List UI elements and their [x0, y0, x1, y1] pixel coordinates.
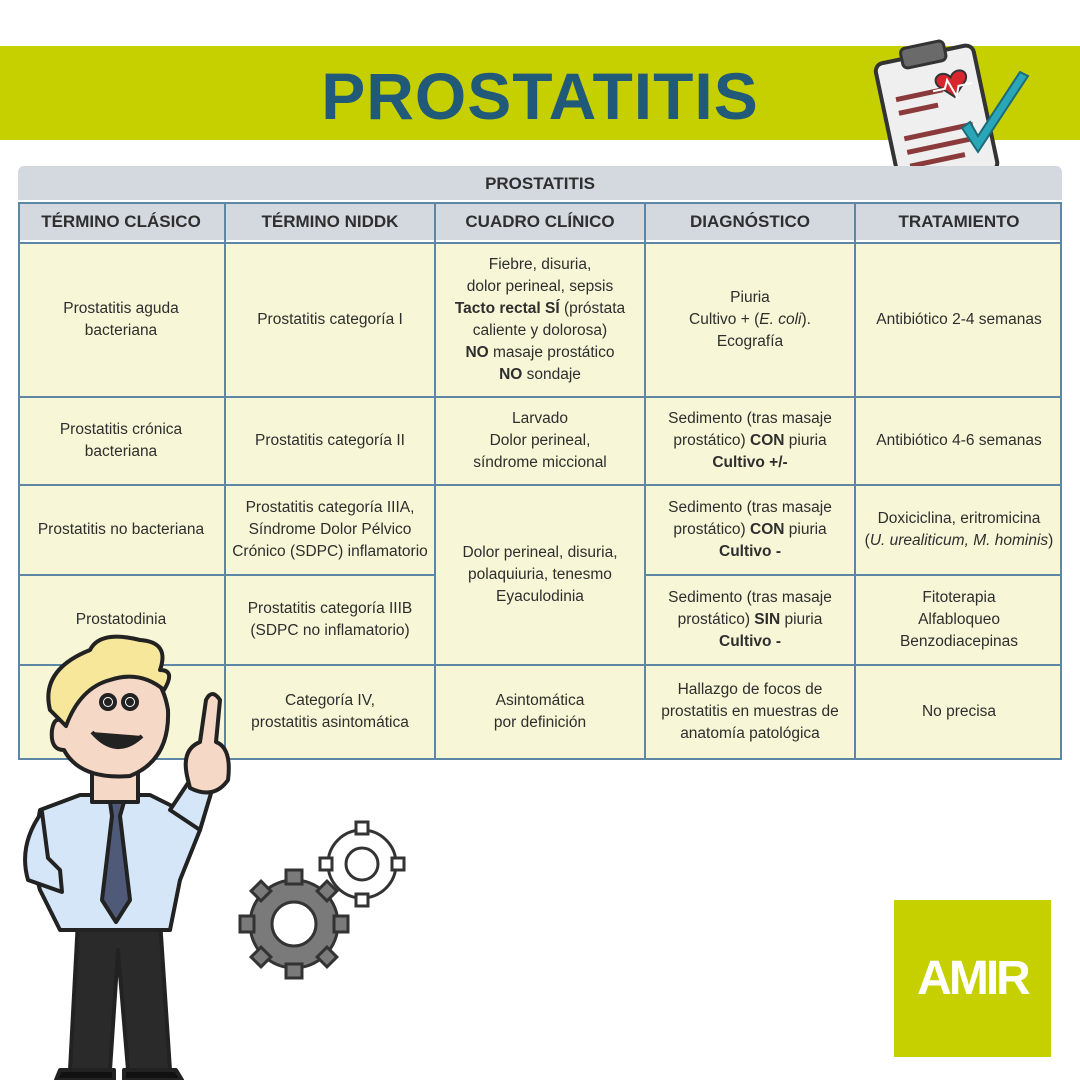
grid-line: [434, 202, 436, 760]
cell-r1-niddk: Prostatitis categoría I: [226, 244, 434, 396]
gears-icon: [238, 820, 410, 980]
cell-r1-diagnostico: Piuria Cultivo + (E. coli). Ecografía: [646, 244, 854, 396]
grid-line: [1060, 202, 1062, 760]
cell-r5-tratamiento: No precisa: [856, 666, 1062, 758]
grid-line: [18, 574, 436, 576]
amir-logo-text: AMIR: [917, 952, 1028, 1005]
cell-r2-tratamiento: Antibiótico 4-6 semanas: [856, 398, 1062, 484]
col-header-diagnostico: DIAGNÓSTICO: [646, 204, 854, 240]
cell-r1-clasico: Prostatitis aguda bacteriana: [18, 244, 224, 396]
cell-r3-diagnostico: Sedimento (tras masaje prostático) CON piuria Cultivo -: [646, 486, 854, 574]
grid-line: [18, 202, 1062, 204]
col-header-termino-niddk: TÉRMINO NIDDK: [226, 204, 434, 240]
cell-r3-clasico: Prostatitis no bacteriana: [18, 486, 224, 574]
clipboard-heart-icon: [866, 28, 1036, 188]
cell-r5-niddk: Categoría IV, prostatitis asintomática: [226, 666, 434, 758]
cell-r2-clinico: Larvado Dolor perineal, síndrome miccional: [436, 398, 644, 484]
cell-r3-r4-clinico-merged: Dolor perineal, disuria, polaquiuria, tenesmo Eyaculodinia: [436, 486, 644, 664]
cell-r5-diagnostico: Hallazgo de focos de prostatitis en muestras de anatomía patológica: [646, 666, 854, 758]
cell-r2-diagnostico: Sedimento (tras masaje prostático) CON piuria Cultivo +/-: [646, 398, 854, 484]
cell-r5-clinico: Asintomática por definición: [436, 666, 644, 758]
cell-r2-clasico: Prostatitis crónica bacteriana: [18, 398, 224, 484]
grid-line: [18, 242, 1062, 244]
col-header-tratamiento: TRATAMIENTO: [856, 204, 1062, 240]
grid-line: [854, 202, 856, 760]
pointing-man-illustration: [0, 630, 250, 1080]
grid-line: [18, 484, 1062, 486]
cell-r3-tratamiento: Doxiciclina, eritromicina (U. urealiticum, M. hominis): [856, 486, 1062, 574]
cell-r4-tratamiento: Fitoterapia Alfabloqueo Benzodiacepinas: [856, 576, 1062, 664]
cell-r1-tratamiento: Antibiótico 2-4 semanas: [856, 244, 1062, 396]
cell-r2-niddk: Prostatitis categoría II: [226, 398, 434, 484]
col-header-cuadro-clinico: CUADRO CLÍNICO: [436, 204, 644, 240]
table-caption: PROSTATITIS: [18, 166, 1062, 200]
grid-line: [644, 202, 646, 760]
cell-r4-diagnostico: Sedimento (tras masaje prostático) SIN piuria Cultivo -: [646, 576, 854, 664]
grid-line: [18, 396, 1062, 398]
grid-line: [644, 574, 1062, 576]
cell-r1-clinico: Fiebre, disuria, dolor perineal, sepsis Tacto rectal SÍ (próstata caliente y dolorosa) NO masaje prostático NO sondaje: [436, 244, 644, 396]
col-header-termino-clasico: TÉRMINO CLÁSICO: [18, 204, 224, 240]
page-title: PROSTATITIS: [321, 59, 759, 133]
amir-logo: [894, 900, 1051, 1057]
cell-r3-niddk: Prostatitis categoría IIIA, Síndrome Dolor Pélvico Crónico (SDPC) inflamatorio: [226, 486, 434, 574]
cell-r4-niddk: Prostatitis categoría IIIB (SDPC no inflamatorio): [226, 576, 434, 664]
cell-r4-clasico: Prostatodinia: [18, 576, 224, 664]
